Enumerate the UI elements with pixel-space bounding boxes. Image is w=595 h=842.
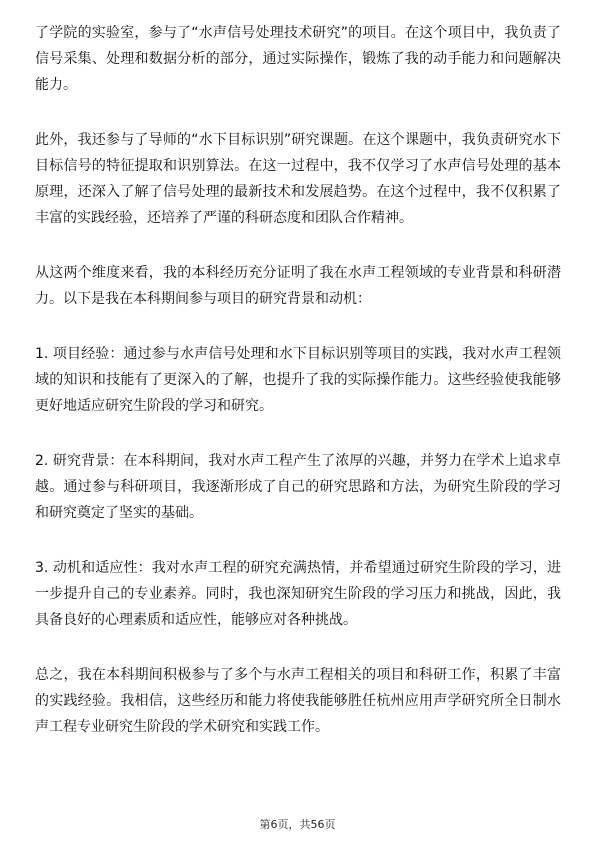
footer-divider [35,812,561,813]
paragraph-lab-project: 了学院的实验室，参与了“水声信号处理技术研究”的项目。在这个项目中，我负责了信号采集、处理和数据分析的部分，通过实际操作，锻炼了我的动手能力和问题解决能力。 [35,25,561,93]
page-number: 第6页，共56页 [259,818,336,831]
paragraph-target-recognition: 此外，我还参与了导师的“水下目标识别”研究课题。在这个课题中，我负责研究水下目标信号的特征提取和识别算法。在这一过程中，我不仅学习了水声信号处理的基本原理，还深入了解了信号处理的最新技术和发展趋势。在这个过程中，我不仅积累了丰富的实践经验，还培养了严谨的科研态度和团队合作精神。 [35,132,561,226]
document-body [35,20,561,769]
paragraph-conclusion: 总之，我在本科期间积极参与了多个与水声工程相关的项目和科研工作，积累了丰富的实践经验。我相信，这些经历和能力将使我能够胜任杭州应用声学研究所全日制水声工程专业研究生阶段的学术研究和实践工作。 [35,667,561,735]
paragraph-item-motivation: 3. 动机和适应性：我对水声工程的研究充满热情，并希望通过研究生阶段的学习，进一步提升自己的专业素养。同时，我也深知研究生阶段的学习压力和挑战，因此，我具备良好的心理素质和适应性，能够应对各种挑战。 [35,560,561,628]
paragraph-item-research-background: 2. 研究背景：在本科期间，我对水声工程产生了浓厚的兴趣，并努力在学术上追求卓越。通过参与科研项目，我逐渐形成了自己的研究思路和方法，为研究生阶段的学习和研究奠定了坚实的基础。 [35,453,561,521]
paragraph-summary-intro: 从这两个维度来看，我的本科经历充分证明了我在水声工程领域的专业背景和科研潜力。以下是我在本科期间参与项目的研究背景和动机： [35,265,561,307]
paragraph-item-project-experience: 1. 项目经验：通过参与水声信号处理和水下目标识别等项目的实践，我对水声工程领域的知识和技能有了更深入的了解，也提升了我的实际操作能力。这些经验使我能够更好地适应研究生阶段的学习和研究。 [35,346,561,414]
